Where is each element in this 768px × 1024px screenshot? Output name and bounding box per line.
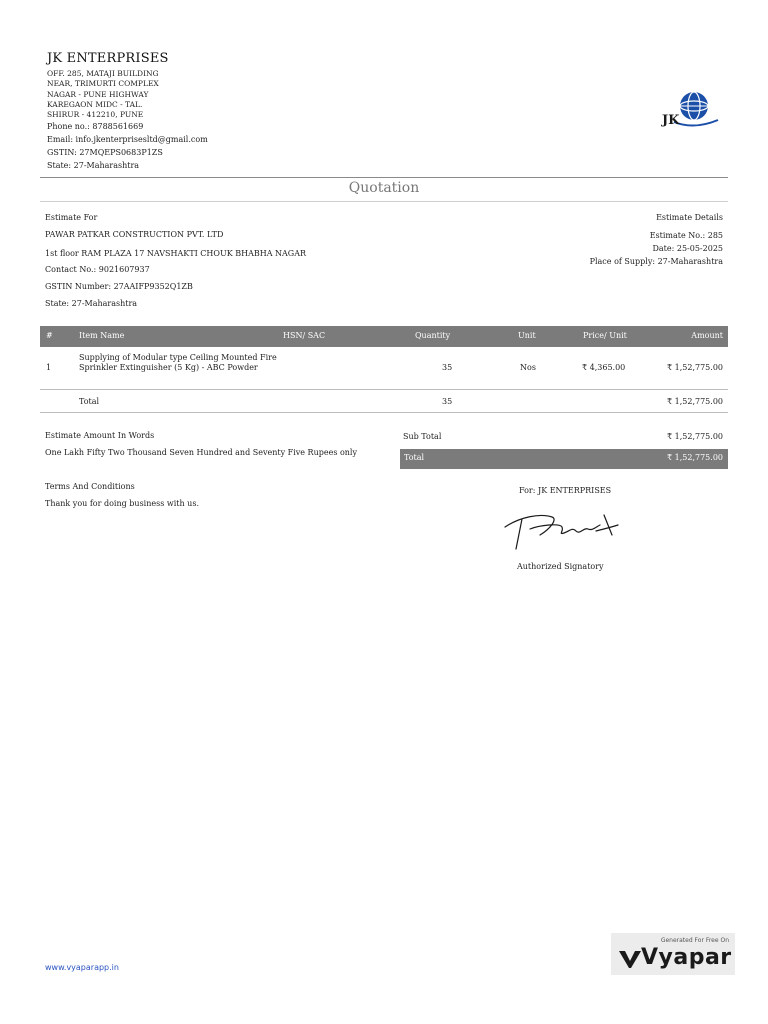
row-amount: ₹ 1,52,775.00 [667,363,723,372]
col-amount: Amount [691,331,723,340]
estimate-number: Estimate No.: 285 [649,231,723,240]
grand-total-bar [400,449,728,469]
estimate-details-label: Estimate Details [656,213,723,222]
address-line: NAGAR - PUNE HIGHWAY [47,89,149,99]
row-quantity: 35 [442,363,453,372]
address-line: OFF. 285, MATAJI BUILDING [47,69,159,78]
customer-contact: Contact No.: 9021607937 [45,265,150,274]
col-hsn: HSN/ SAC [283,331,326,340]
company-phone: Phone no.: 8788561669 [47,122,144,131]
col-quantity: Quantity [415,331,451,340]
address-line: KAREGAON MIDC - TAL. [47,99,143,109]
address-line: SHIRUR - 412210, PUNE [47,110,144,120]
header-divider [40,177,728,178]
badge-caption: Generated For Free On [660,937,729,944]
terms-text: Thank you for doing business with us. [45,499,199,508]
customer-address: 1st floor RAM PLAZA 17 NAVSHAKTI CHOUK BHABHA NAGAR [45,249,306,258]
company-state: State: 27-Maharashtra [47,161,140,170]
authorized-signatory: Authorized Signatory [517,562,604,571]
subtotal-value: ₹ 1,52,775.00 [667,432,723,441]
estimate-date: Date: 25-05-2025 [652,244,723,253]
estimate-for-label: Estimate For [45,213,98,222]
badge-brand: Vyapar [641,945,732,970]
row-divider [40,389,728,390]
row-unit: Nos [520,363,536,372]
company-logo [658,86,722,132]
row-price: ₹ 4,365.00 [582,363,626,372]
customer-state: State: 27-Maharashtra [45,299,138,308]
items-table-header [40,326,728,347]
total-quantity: 35 [442,397,453,406]
customer-gstin: GSTIN Number: 27AAIFP9352Q1ZB [45,282,193,291]
signature-for: For: JK ENTERPRISES [519,486,612,495]
col-index: # [46,331,53,340]
col-price: Price/ Unit [583,331,627,340]
terms-label: Terms And Conditions [45,482,135,491]
amount-words-label: Estimate Amount In Words [45,431,155,440]
company-email: Email: info.jkenterprisesltd@gmail.com [47,135,208,144]
document-title: Quotation [348,180,420,196]
total-label: Total [79,397,100,406]
grand-total-label: Total [404,453,425,462]
row-index: 1 [46,363,52,372]
address-line: NEAR, TRIMURTI COMPLEX [47,79,159,89]
subtotal-label: Sub Total [403,432,442,441]
total-divider [40,412,728,413]
company-gstin: GSTIN: 27MQEPS0683P1ZS [47,148,163,157]
logo-letters: JK [662,113,680,128]
col-item-name: Item Name [79,331,125,340]
row-item-name: Supplying of Modular type Ceiling Mounted Fire Sprinkler Extinguisher (5 Kg) - ABC Powder [79,353,277,372]
website-link[interactable]: www.vyaparapp.in [45,963,119,972]
vyapar-logo-icon [619,949,641,969]
customer-name: PAWAR PATKAR CONSTRUCTION PVT. LTD [45,230,224,239]
title-divider [40,201,728,202]
total-amount: ₹ 1,52,775.00 [667,397,723,406]
vyapar-badge[interactable] [611,933,735,975]
grand-total-value: ₹ 1,52,775.00 [667,453,723,462]
amount-words-value: One Lakh Fifty Two Thousand Seven Hundred and Seventy Five Rupees only [45,448,358,457]
place-of-supply: Place of Supply: 27-Maharashtra [589,257,723,266]
company-address [47,69,159,120]
col-unit: Unit [518,331,536,340]
handwritten-signature [500,505,624,555]
company-name: JK ENTERPRISES [47,51,169,66]
